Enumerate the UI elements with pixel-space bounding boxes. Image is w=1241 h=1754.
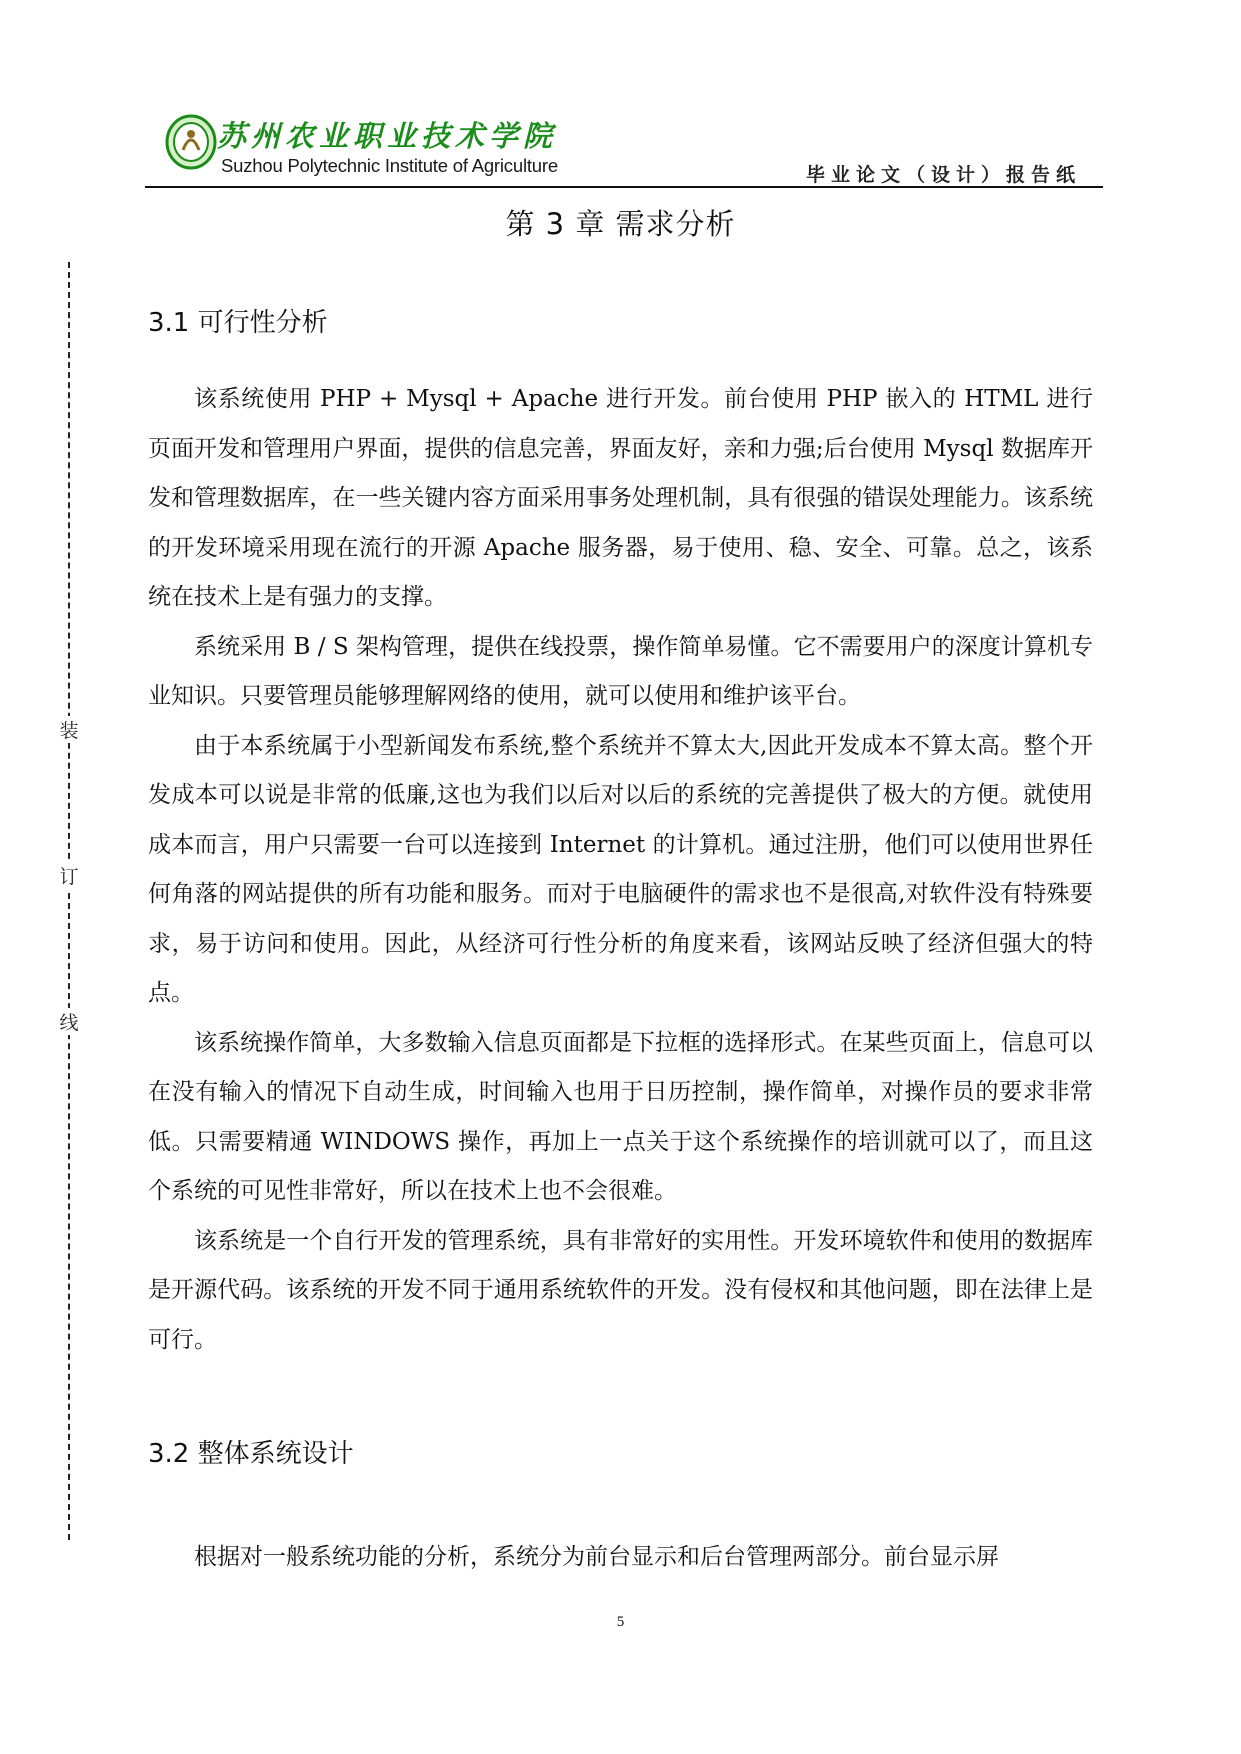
- binding-mark-xian: 线: [59, 1008, 79, 1035]
- paragraph: 该系统操作简单，大多数输入信息页面都是下拉框的选择形式。在某些页面上，信息可以在没有输入的情况下自动生成，时间输入也用于日历控制，操作简单，对操作员的要求非常低。只需要精通 WINDOWS 操作，再加上一点关于这个系统操作的培训就可以了，而且这个系统的可见性非常好，所以在技术上也不会很难。: [148, 1029, 1093, 1204]
- page-header: [145, 108, 1103, 188]
- paragraph: 系统采用 B / S 架构管理，提供在线投票，操作简单易懂。它不需要用户的深度计算机专业知识。只要管理员能够理解网络的使用，就可以使用和维护该平台。: [148, 633, 1093, 709]
- section-body-3-1: [148, 375, 1093, 1365]
- paragraph: 该系统是一个自行开发的管理系统，具有非常好的实用性。开发环境软件和使用的数据库是开源代码。该系统的开发不同于通用系统软件的开发。没有侵权和其他问题，即在法律上是可行。: [148, 1227, 1093, 1353]
- school-emblem-icon: [165, 114, 217, 170]
- binding-mark-ding: 订: [59, 862, 79, 889]
- paper-label: 毕业论文（设计）报告纸: [805, 164, 1081, 186]
- section-body-3-2: [148, 1533, 1093, 1583]
- paragraph: 该系统使用 PHP + Mysql + Apache 进行开发。前台使用 PHP 嵌入的 HTML 进行页面开发和管理用户界面，提供的信息完善，界面友好，亲和力强;后台使用 Mysql 数据库开发和管理数据库，在一些关键内容方面采用事务处理机制，具有很强的错误处理能力。该系统的开发环境采用现在流行的开源 Apache 服务器，易于使用、稳、安全、可靠。总之，该系统在技术上是有强力的支撑。: [148, 386, 1093, 610]
- binding-line: [68, 262, 70, 1540]
- chapter-title: 第 3 章 需求分析: [505, 207, 736, 241]
- school-name-en: Suzhou Polytechnic Institute of Agriculture: [221, 155, 558, 176]
- paragraph: 根据对一般系统功能的分析，系统分为前台显示和后台管理两部分。前台显示屏: [194, 1544, 999, 1570]
- header-rule: [145, 186, 1103, 188]
- page-number: 5: [616, 1614, 625, 1630]
- school-name-cn: 苏州农业职业技术学院: [217, 119, 558, 153]
- binding-mark-zhuang: 装: [59, 716, 79, 743]
- section-title-3-1: 3.1 可行性分析: [148, 308, 328, 338]
- section-title-3-2: 3.2 整体系统设计: [148, 1439, 354, 1469]
- paragraph: 由于本系统属于小型新闻发布系统,整个系统并不算太大,因此开发成本不算太高。整个开发成本可以说是非常的低廉,这也为我们以后对以后的系统的完善提供了极大的方便。就使用成本而言，用户只需要一台可以连接到 Internet 的计算机。通过注册，他们可以使用世界任何角落的网站提供的所有功能和服务。而对于电脑硬件的需求也不是很高,对软件没有特殊要求，易于访问和使用。因此，从经济可行性分析的角度来看，该网站反映了经济但强大的特点。: [148, 732, 1093, 1006]
